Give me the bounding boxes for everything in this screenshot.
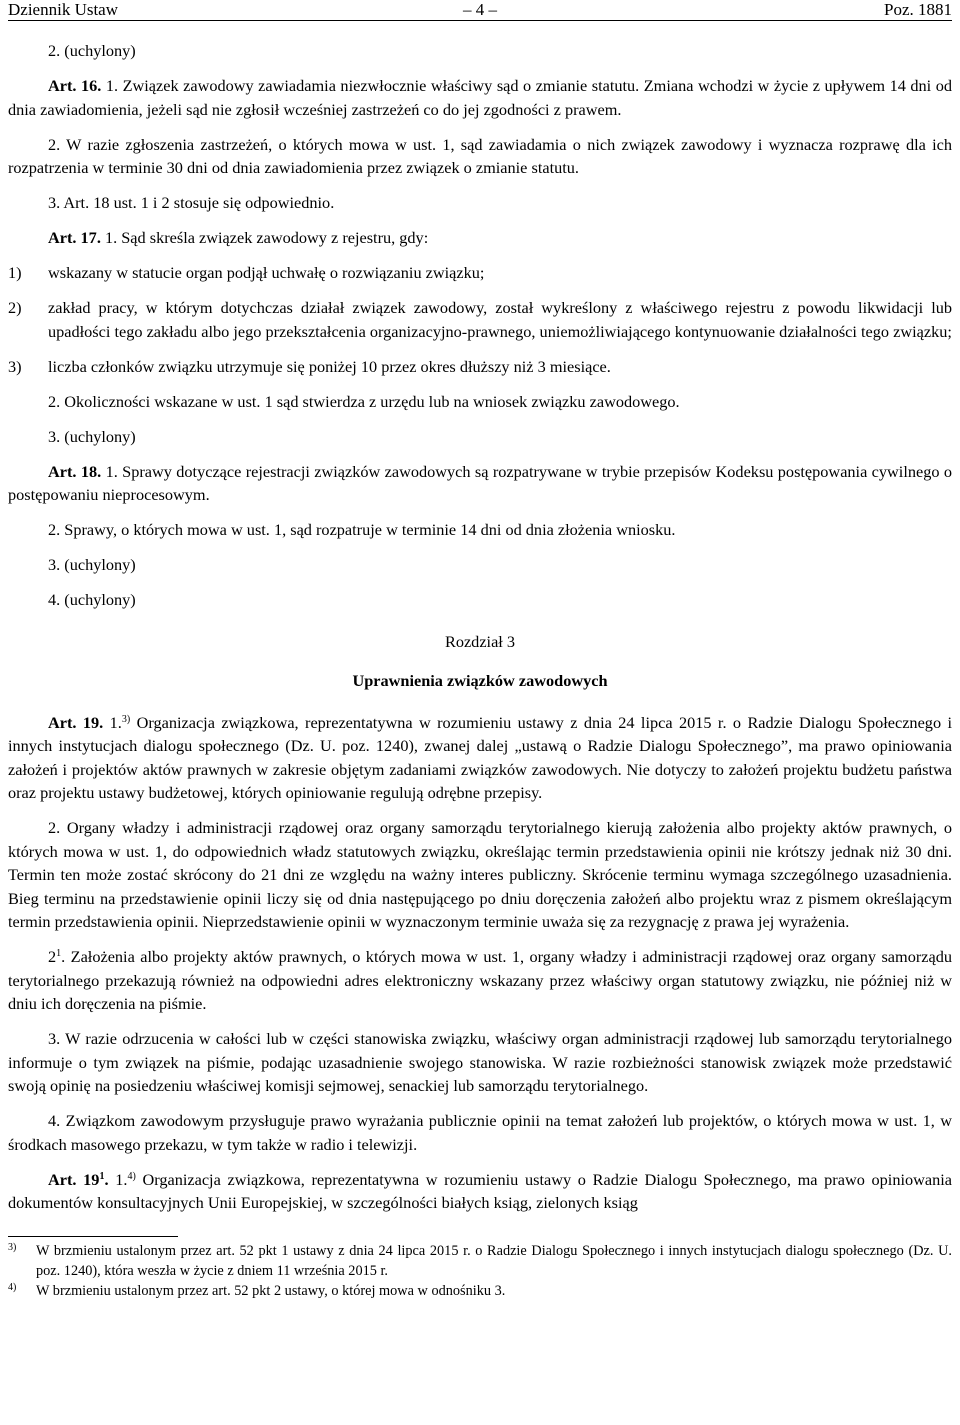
article-17 bbox=[8, 226, 952, 250]
paragraph: 3. W razie odrzucenia w całości lub w części stanowiska związku, właściwy organ administracji rządowej lub samorządu terytorialnego informuje o tym związek na piśmie, podając uzasadnienie swojego stanowiska. W razie rozbieżności stanowisk związek może przedstawić swoją opinię na posiedzeniu właściwej komisji sejmowej, senackiej lub samorządu terytorialnego. bbox=[8, 1029, 952, 1095]
paragraph-text: . Założenia albo projekty aktów prawnych, o których mowa w ust. 1, organy władzy i administracji rządowej oraz organy samorządu terytorialnego przekazują również na odpowiedni adres elektroniczny wskazany przez właściwy organ statutowy związku, nie później niż w dniu ich doręczenia na piśmie. bbox=[8, 947, 952, 1013]
article-label: Art. 19 bbox=[48, 1169, 100, 1189]
paragraph: 3. (uchylony) bbox=[48, 426, 136, 446]
paragraph-text: Organizacja związkowa, reprezentatywna w rozumieniu ustawy o Radzie Dialogu Społecznego, ma prawo opiniowania dokumentów konsultacyjnych Unii Europejskiej, w szczególności białych ksiąg, zielonych ksiąg bbox=[8, 1169, 953, 1212]
article-19-1 bbox=[8, 1168, 952, 1215]
list-item bbox=[8, 355, 952, 379]
paragraph: 4. Związkom zawodowym przysługuje prawo wyrażania publicznie opinii na temat założeń lub projektów, o których mowa w ust. 1, w środkach masowego przekazu, w tym także w radio i telewizji. bbox=[8, 1111, 952, 1154]
paragraph: 3. Art. 18 ust. 1 i 2 stosuje się odpowiednio. bbox=[48, 193, 335, 212]
position-number: Poz. 1881 bbox=[884, 0, 952, 19]
list-item-text: wskazany w statucie organ podjął uchwałę o rozwiązaniu związku; bbox=[48, 263, 485, 282]
paragraph-text: Organizacja związkowa, reprezentatywna w rozumieniu ustawy z dnia 24 lipca 2015 r. o Radzie Dialogu Społecznego i innych instytucjach dialogu społecznego (Dz. U. poz. 1240), zwanej dalej „ustawą o Radzie Dialogu Społecznego”, ma prawo opiniowania założeń i projektów aktów prawnych w zakresie objętym zadaniami związków zawodowych. Nie dotyczy to założeń projektu budżetu państwa oraz projektu ustawy budżetowej, których opiniowanie regulują odrębne przepisy. bbox=[8, 712, 953, 802]
chapter-number: Rozdział 3 bbox=[444, 631, 516, 651]
paragraph: 2. Okoliczności wskazane w ust. 1 sąd stwierdza z urzędu lub na wniosek związku zawodowego. bbox=[48, 391, 680, 411]
page-header bbox=[8, 0, 952, 21]
paragraph: 3. (uchylony) bbox=[48, 555, 136, 574]
superscript: 1 bbox=[99, 1170, 105, 1182]
paragraph-text: 1. Sprawy dotyczące rejestracji związków zawodowych są rozpatrywane w trybie przepisów Kodeksu postępowania cywilnego o postępowaniu nieprocesowym. bbox=[8, 461, 953, 504]
page-number: – 4 – bbox=[463, 0, 497, 19]
paragraph-text: 1. Sąd skreśla związek zawodowy z rejestru, gdy: bbox=[104, 228, 429, 247]
footnote bbox=[8, 1281, 952, 1301]
article-number: Art. 16. bbox=[48, 76, 106, 95]
list-item-text: zakład pracy, w którym dotychczas działał związek zawodowy, został wykreślony z właściwego rejestru z powodu likwidacji lub upadłości tego zakładu albo jego przekształcenia organizacyjno-prawnego, uniemożliwiającego kontynuowanie działalności tego związku; bbox=[48, 298, 952, 341]
paragraph: 2. (uchylony) bbox=[48, 41, 136, 60]
paragraph-number: 1. bbox=[109, 712, 122, 732]
footnote-mark: 4) bbox=[8, 1281, 17, 1293]
article-number bbox=[48, 1170, 115, 1189]
chapter-title: Uprawnienia związków zawodowych bbox=[352, 671, 608, 690]
paragraph-number: 1. bbox=[115, 1169, 128, 1189]
list-item bbox=[8, 296, 952, 343]
list-item bbox=[8, 261, 952, 285]
article-18 bbox=[8, 460, 952, 507]
paragraph: 2. Sprawy, o których mowa w ust. 1, sąd rozpatruje w terminie 14 dni od dnia złożenia wniosku. bbox=[48, 520, 676, 539]
footnote-divider bbox=[8, 1236, 178, 1237]
article-19 bbox=[8, 711, 952, 805]
paragraph: 2. Organy władzy i administracji rządowej oraz organy samorządu terytorialnego kierują założenia albo projekty aktów prawnych, o których mowa w ust. 1, do odpowiednich władz statutowych związku, określając termin przedstawienia opinii nie krótszy jednak niż 30 dni. Termin ten może zostać skrócony do 21 dni ze względu na ważny interes publiczny. Skrócenie terminu wymaga szczególnego uzasadnienia. Bieg terminu na przedstawienie opinii liczy się od dnia następującego po dniu doręczenia założeń albo projektu wraz z pismem określającym termin przedstawienia opinii. Nieprzedstawienie opinii w wyznaczonym terminie uważa się za rezygnację z prawa jej wyrażenia. bbox=[8, 818, 952, 931]
footnote-ref[interactable]: 4) bbox=[127, 1170, 136, 1182]
article-dot: . bbox=[104, 1169, 116, 1189]
document-body bbox=[8, 39, 952, 1301]
footnote bbox=[8, 1241, 952, 1281]
paragraph-2-1 bbox=[8, 945, 952, 1016]
list-item-number: 2) bbox=[8, 298, 22, 317]
list-item-number: 3) bbox=[8, 356, 22, 376]
article-16 bbox=[8, 74, 952, 121]
list-item-text: liczba członków związku utrzymuje się poniżej 10 przez okres dłuższy niż 3 miesiące. bbox=[48, 356, 611, 376]
article-number: Art. 19. bbox=[48, 712, 110, 732]
list-item-number: 1) bbox=[8, 263, 22, 282]
paragraph-text: 1. Związek zawodowy zawiadamia niezwłocznie właściwy sąd o zmianie statutu. Zmiana wchodzi w życie z upływem 14 dni od dnia zawiadomienia, jeżeli sąd nie zgłosił wcześniej zastrzeżeń co do jej zgodności z prawem. bbox=[8, 76, 953, 119]
footnote-ref[interactable]: 3) bbox=[121, 713, 131, 725]
footnote-mark: 3) bbox=[8, 1241, 17, 1253]
journal-title: Dziennik Ustaw bbox=[8, 0, 119, 19]
footnote-text: W brzmieniu ustalonym przez art. 52 pkt 2 ustawy, o której mowa w odnośniku 3. bbox=[36, 1282, 506, 1299]
paragraph: 2. W razie zgłoszenia zastrzeżeń, o których mowa w ust. 1, sąd zawiadamia o nich związek zawodowy i wyznacza rozprawę dla ich rozpatrzenia w terminie 30 dni od dnia zawiadomienia przez związek o zmianie statutu. bbox=[8, 134, 952, 177]
superscript: 1 bbox=[56, 948, 62, 959]
article-number: Art. 18. bbox=[48, 461, 106, 481]
paragraph: 4. (uchylony) bbox=[48, 590, 136, 609]
article-number: Art. 17. bbox=[48, 228, 105, 247]
footnote-text: W brzmieniu ustalonym przez art. 52 pkt 1 ustawy z dnia 24 lipca 2015 r. o Radzie Dialogu Społecznego i innych instytucjach dialogu społecznego (Dz. U. poz. 1240), która weszła w życie z dniem 11 września 2015 r. bbox=[36, 1242, 952, 1279]
paragraph-number: 2 bbox=[48, 947, 57, 966]
